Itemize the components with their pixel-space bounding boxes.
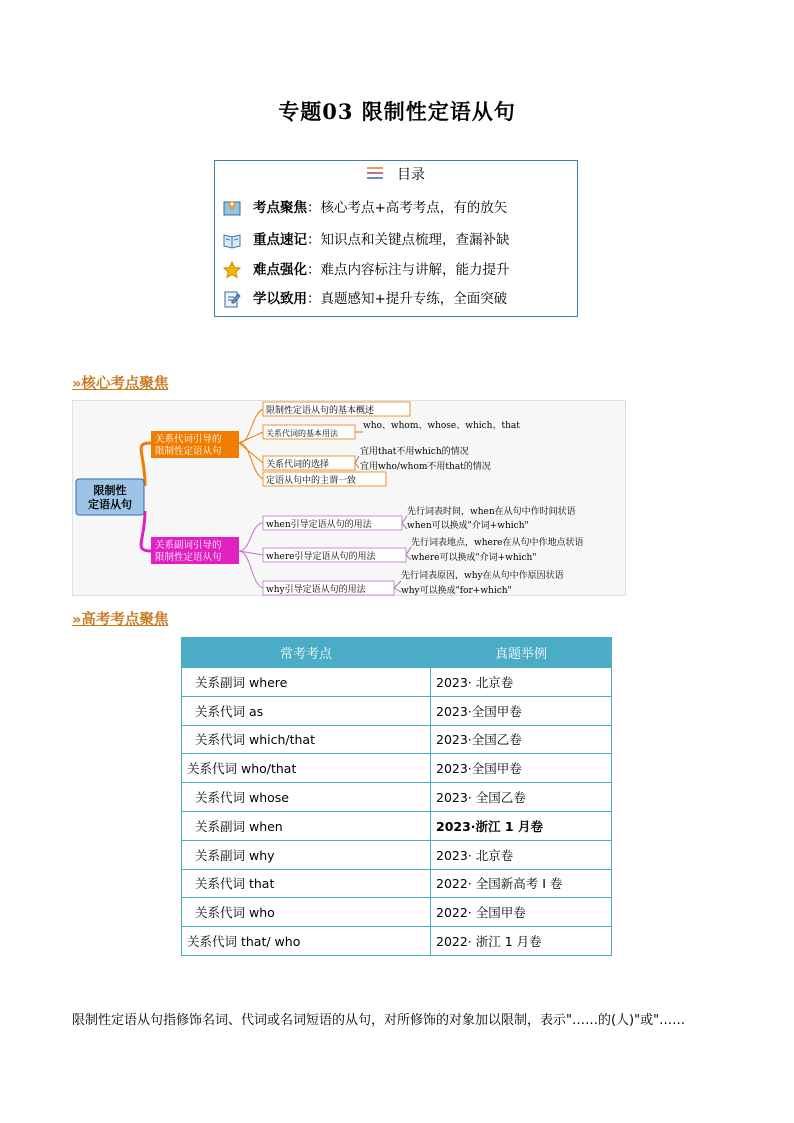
- table-row: [182, 840, 612, 869]
- table-cell: 关系代词 that: [182, 869, 431, 898]
- sub-label: 先行词表地点，where在从句中作地点状语: [411, 538, 584, 548]
- edit-icon: [223, 290, 241, 308]
- mindmap: [72, 400, 626, 596]
- toc-item-practice[interactable]: [223, 287, 507, 308]
- branch-label: 关系副词引导的: [155, 540, 222, 551]
- table-cell: 2023· 北京卷: [431, 840, 612, 869]
- table-cell: 2023·全国甲卷: [431, 754, 612, 783]
- table-row: [182, 811, 612, 840]
- item-label: why引导定语从句的用法: [266, 585, 366, 595]
- table-row: [182, 754, 612, 783]
- table-cell: 2023· 北京卷: [431, 668, 612, 697]
- toc-item-difficult[interactable]: [223, 258, 510, 279]
- column-header: 真题举例: [431, 638, 612, 668]
- section-heading-exam: »高考考点聚焦: [72, 612, 169, 628]
- mindmap-svg: [73, 401, 627, 597]
- branch-label: 限制性定语从句: [155, 552, 222, 563]
- intro-paragraph: 限制性定语从句指修饰名词、代词或名词短语的从句，对所修饰的对象加以限制，表示"……的(人)"或"……: [72, 1013, 686, 1028]
- map-icon: [223, 199, 241, 217]
- table-of-contents: [214, 160, 578, 317]
- toc-item-label: 考点聚焦: [253, 200, 307, 216]
- toc-item-label: 难点强化: [253, 262, 307, 278]
- connector: [239, 523, 263, 551]
- root-label: 定语从句: [88, 498, 132, 511]
- connector: [239, 551, 263, 588]
- sub-label: who、whom、whose、which、that: [363, 421, 520, 431]
- connector: [239, 432, 263, 443]
- connector: [355, 456, 359, 463]
- connector: [394, 588, 401, 592]
- table-cell: 2023· 全国乙卷: [431, 783, 612, 812]
- table-cell: 关系副词 when: [182, 811, 431, 840]
- table-cell: 2022· 全国甲卷: [431, 898, 612, 927]
- exam-points-table: [181, 637, 612, 956]
- table-row: [182, 668, 612, 697]
- sub-label: 宜用that不用which的情况: [360, 447, 469, 457]
- sub-label: 宜用who/whom不用that的情况: [360, 462, 491, 472]
- toc-heading-text: 目录: [397, 167, 425, 183]
- table-cell: 关系代词 whose: [182, 783, 431, 812]
- toc-heading: [215, 164, 577, 184]
- table-cell: 关系副词 why: [182, 840, 431, 869]
- star-icon: [223, 261, 241, 279]
- table-cell: 2023·全国乙卷: [431, 725, 612, 754]
- table-cell: 关系代词 who: [182, 898, 431, 927]
- table-row: [182, 725, 612, 754]
- item-label: where引导定语从句的用法: [266, 552, 376, 562]
- table-cell: 关系代词 which/that: [182, 725, 431, 754]
- section-heading-core: »核心考点聚焦: [72, 376, 169, 392]
- connector: [355, 463, 359, 468]
- sub-label: 先行词表原因，why在从句中作原因状语: [401, 571, 564, 581]
- item-label: 关系代词的基本用法: [266, 429, 338, 438]
- item-label: 限制性定语从句的基本概述: [266, 406, 375, 416]
- table-cell: 2023·全国甲卷: [431, 696, 612, 725]
- table-cell: 关系代词 as: [182, 696, 431, 725]
- item-label: 关系代词的选择: [266, 460, 330, 470]
- item-label: 定语从句中的主谓一致: [266, 476, 357, 486]
- toc-item-label: 学以致用: [253, 291, 307, 307]
- sub-label: why可以换成"for+which": [401, 586, 512, 596]
- toc-item-label: 重点速记: [253, 232, 307, 248]
- table-header-row: [182, 638, 612, 668]
- list-icon: [367, 167, 383, 183]
- table-row: [182, 783, 612, 812]
- table-row: [182, 696, 612, 725]
- table-cell: 2022· 全国新高考 I 卷: [431, 869, 612, 898]
- toc-item-text: ：难点内容标注与讲解，能力提升: [307, 262, 510, 278]
- table-cell: 2022· 浙江 1 月卷: [431, 927, 612, 956]
- connector: [141, 511, 151, 551]
- table-cell: 关系代词 that/ who: [182, 927, 431, 956]
- branch-label: 限制性定语从句: [155, 446, 222, 457]
- toc-item-text: ：核心考点+高考考点，有的放矢: [307, 200, 508, 216]
- toc-item-text: ：真题感知+提升专练，全面突破: [307, 291, 508, 307]
- sub-label: 先行词表时间，when在从句中作时间状语: [407, 507, 576, 517]
- toc-item-notes[interactable]: [223, 228, 510, 249]
- branch-label: 关系代词引导的: [155, 434, 222, 445]
- table-cell: 2023·浙江 1 月卷: [431, 811, 612, 840]
- toc-item-focus[interactable]: [223, 196, 507, 217]
- page-title: 专题03 限制性定语从句: [278, 99, 516, 124]
- table-cell: 关系代词 who/that: [182, 754, 431, 783]
- sub-label: when可以换成"介词+which": [407, 521, 529, 531]
- table-row: [182, 898, 612, 927]
- book-icon: [223, 231, 241, 249]
- sub-label: where可以换成"介词+which": [411, 553, 537, 563]
- item-label: when引导定语从句的用法: [266, 520, 372, 530]
- table-row: [182, 869, 612, 898]
- table-row: [182, 927, 612, 956]
- toc-item-text: ：知识点和关键点梳理，查漏补缺: [307, 232, 510, 248]
- root-label: 限制性: [93, 484, 127, 497]
- table-cell: 关系副词 where: [182, 668, 431, 697]
- connector: [239, 443, 263, 479]
- column-header: 常考考点: [182, 638, 431, 668]
- connector: [394, 581, 401, 588]
